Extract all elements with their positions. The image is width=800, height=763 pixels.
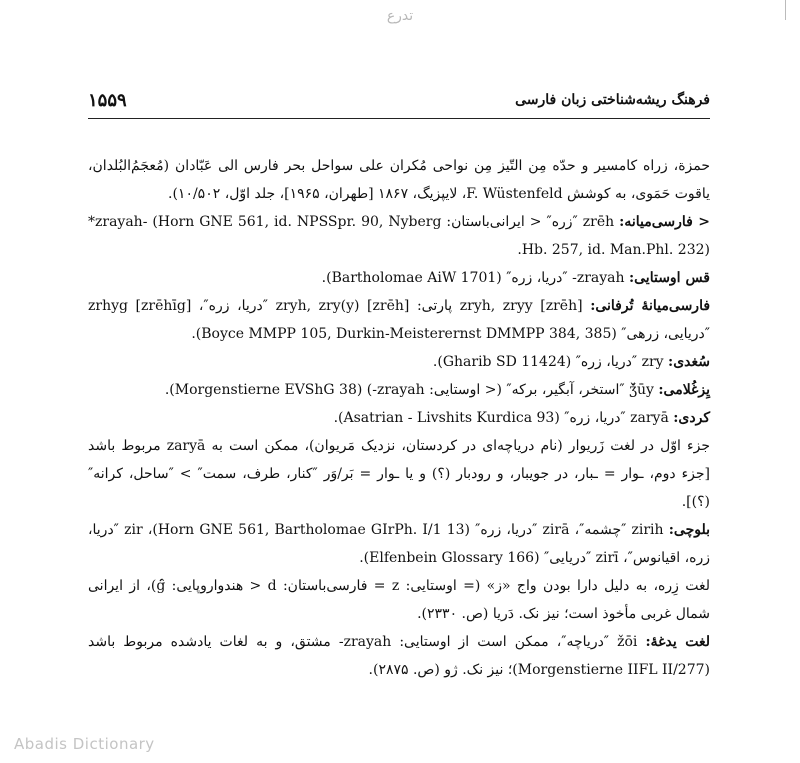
paragraph-avestan: قس اوستایی: ‎zrayah- ″دریا، زره″ (Bartholomae AiW 1701). [321, 270, 710, 286]
paragraph-balochi: بلوچی: zirih ″چشمه″، zirā ″دریا، زره″ (Horn GNE 561, Bartholomae GIrPh. I/1 13)، zir ″دریا، زره، اقیانوس″، zirī ″دریایی″ (Elfenbein Glossary 166). [88, 522, 711, 566]
entry-body [88, 152, 710, 684]
paragraph-yazghulami: یِزغُلامی: ǯ̌ūy ″استخر، آبگیر، برکه″ (< اوستایی: ‎zrayah-) (Morgenstierne EVShG 38). [164, 382, 710, 398]
paragraph-middle-persian: < فارسی‌میانه: zrēh ″زره″ < ایرانی‌باستان: ‎*zrayah- (Horn GNE 561, id. NPSSpr. 90, Nyberg Hb. 257, id. Man.Phl. 232). [88, 214, 710, 258]
page-edge-line [785, 0, 786, 20]
book-title: فرهنگ ریشه‌شناختی زبان فارسی [515, 92, 710, 108]
paragraph-zarivar: جزء اوّل در لغت زَریوار (نام دریاچه‌ای در کردستان، نزدیک مَریوان)، ممکن است به zaryā مربوط باشد [جزء دوم، ـوار = ـبار، در جویبار، و رودبار (؟) و یا ـوار = بَر/وَر ″کنار، طرف، سمت″ > ″ساحل، کرانه″ (؟)]. [88, 438, 710, 510]
paragraph-yidgha: لغت یدغهٔ: žōi ″دریاچه″، ممکن است از اوستایی: ‎zrayah- مشتق، و به لغات یادشده مربوط باشد (Morgenstierne IIFL II/277)؛ نیز نک. ژو (ص. ۲۸۷۵). [88, 634, 710, 678]
paragraph-kurdish: کردی: zaryā ″دریا، زره″ (Asatrian - Livshits Kurdica 93). [333, 410, 710, 426]
paragraph-phonology-note: لغت زِره، به دلیل دارا بودن واج «ز» (= اوستایی: z = فارسی‌باستان: d < هندواروپایی: ǵ̑)، از ایرانی شمال غربی مأخوذ است؛ نیز نک. دَریا (ص. ۲۳۳۰). [88, 578, 710, 622]
header-rule [88, 118, 710, 119]
watermark-text: Abadis Dictionary [14, 735, 155, 753]
paragraph-sogdian: سُغدی: zry ″دریا، زره″ (Gharib SD 11424). [432, 354, 710, 370]
entry-headword: تدرع [386, 8, 414, 24]
page-number: ۱۵۵۹ [88, 90, 127, 111]
page-header [88, 90, 710, 116]
paragraph-source-quote: حمزة، زراه کامسیر و حدّه مِن التّیز مِن نواحی مُکران علی سواحل بحر فارس الی عَبّادان (مُعجَمُ‌البُلدان، یاقوت حَمَوی، به کوشش F. Wüstenfeld، لایپزیگ، ۱۸۶۷ [طهران، ۱۹۶۵]، جلد اوّل، ۱۰/۵۰۲). [88, 158, 710, 202]
paragraph-manichaean: فارسی‌میانهٔ تُرفانی: zryh, zryy [zrēh] پارتی: zryh, zry(y) [zrēh] ″دریا، زره″، zrhyg [zrēhīg] ″دریایی، زرهی″ (Boyce MMPP 105, Durkin-Meisterernst DMMPP 384, 385). [88, 298, 711, 342]
